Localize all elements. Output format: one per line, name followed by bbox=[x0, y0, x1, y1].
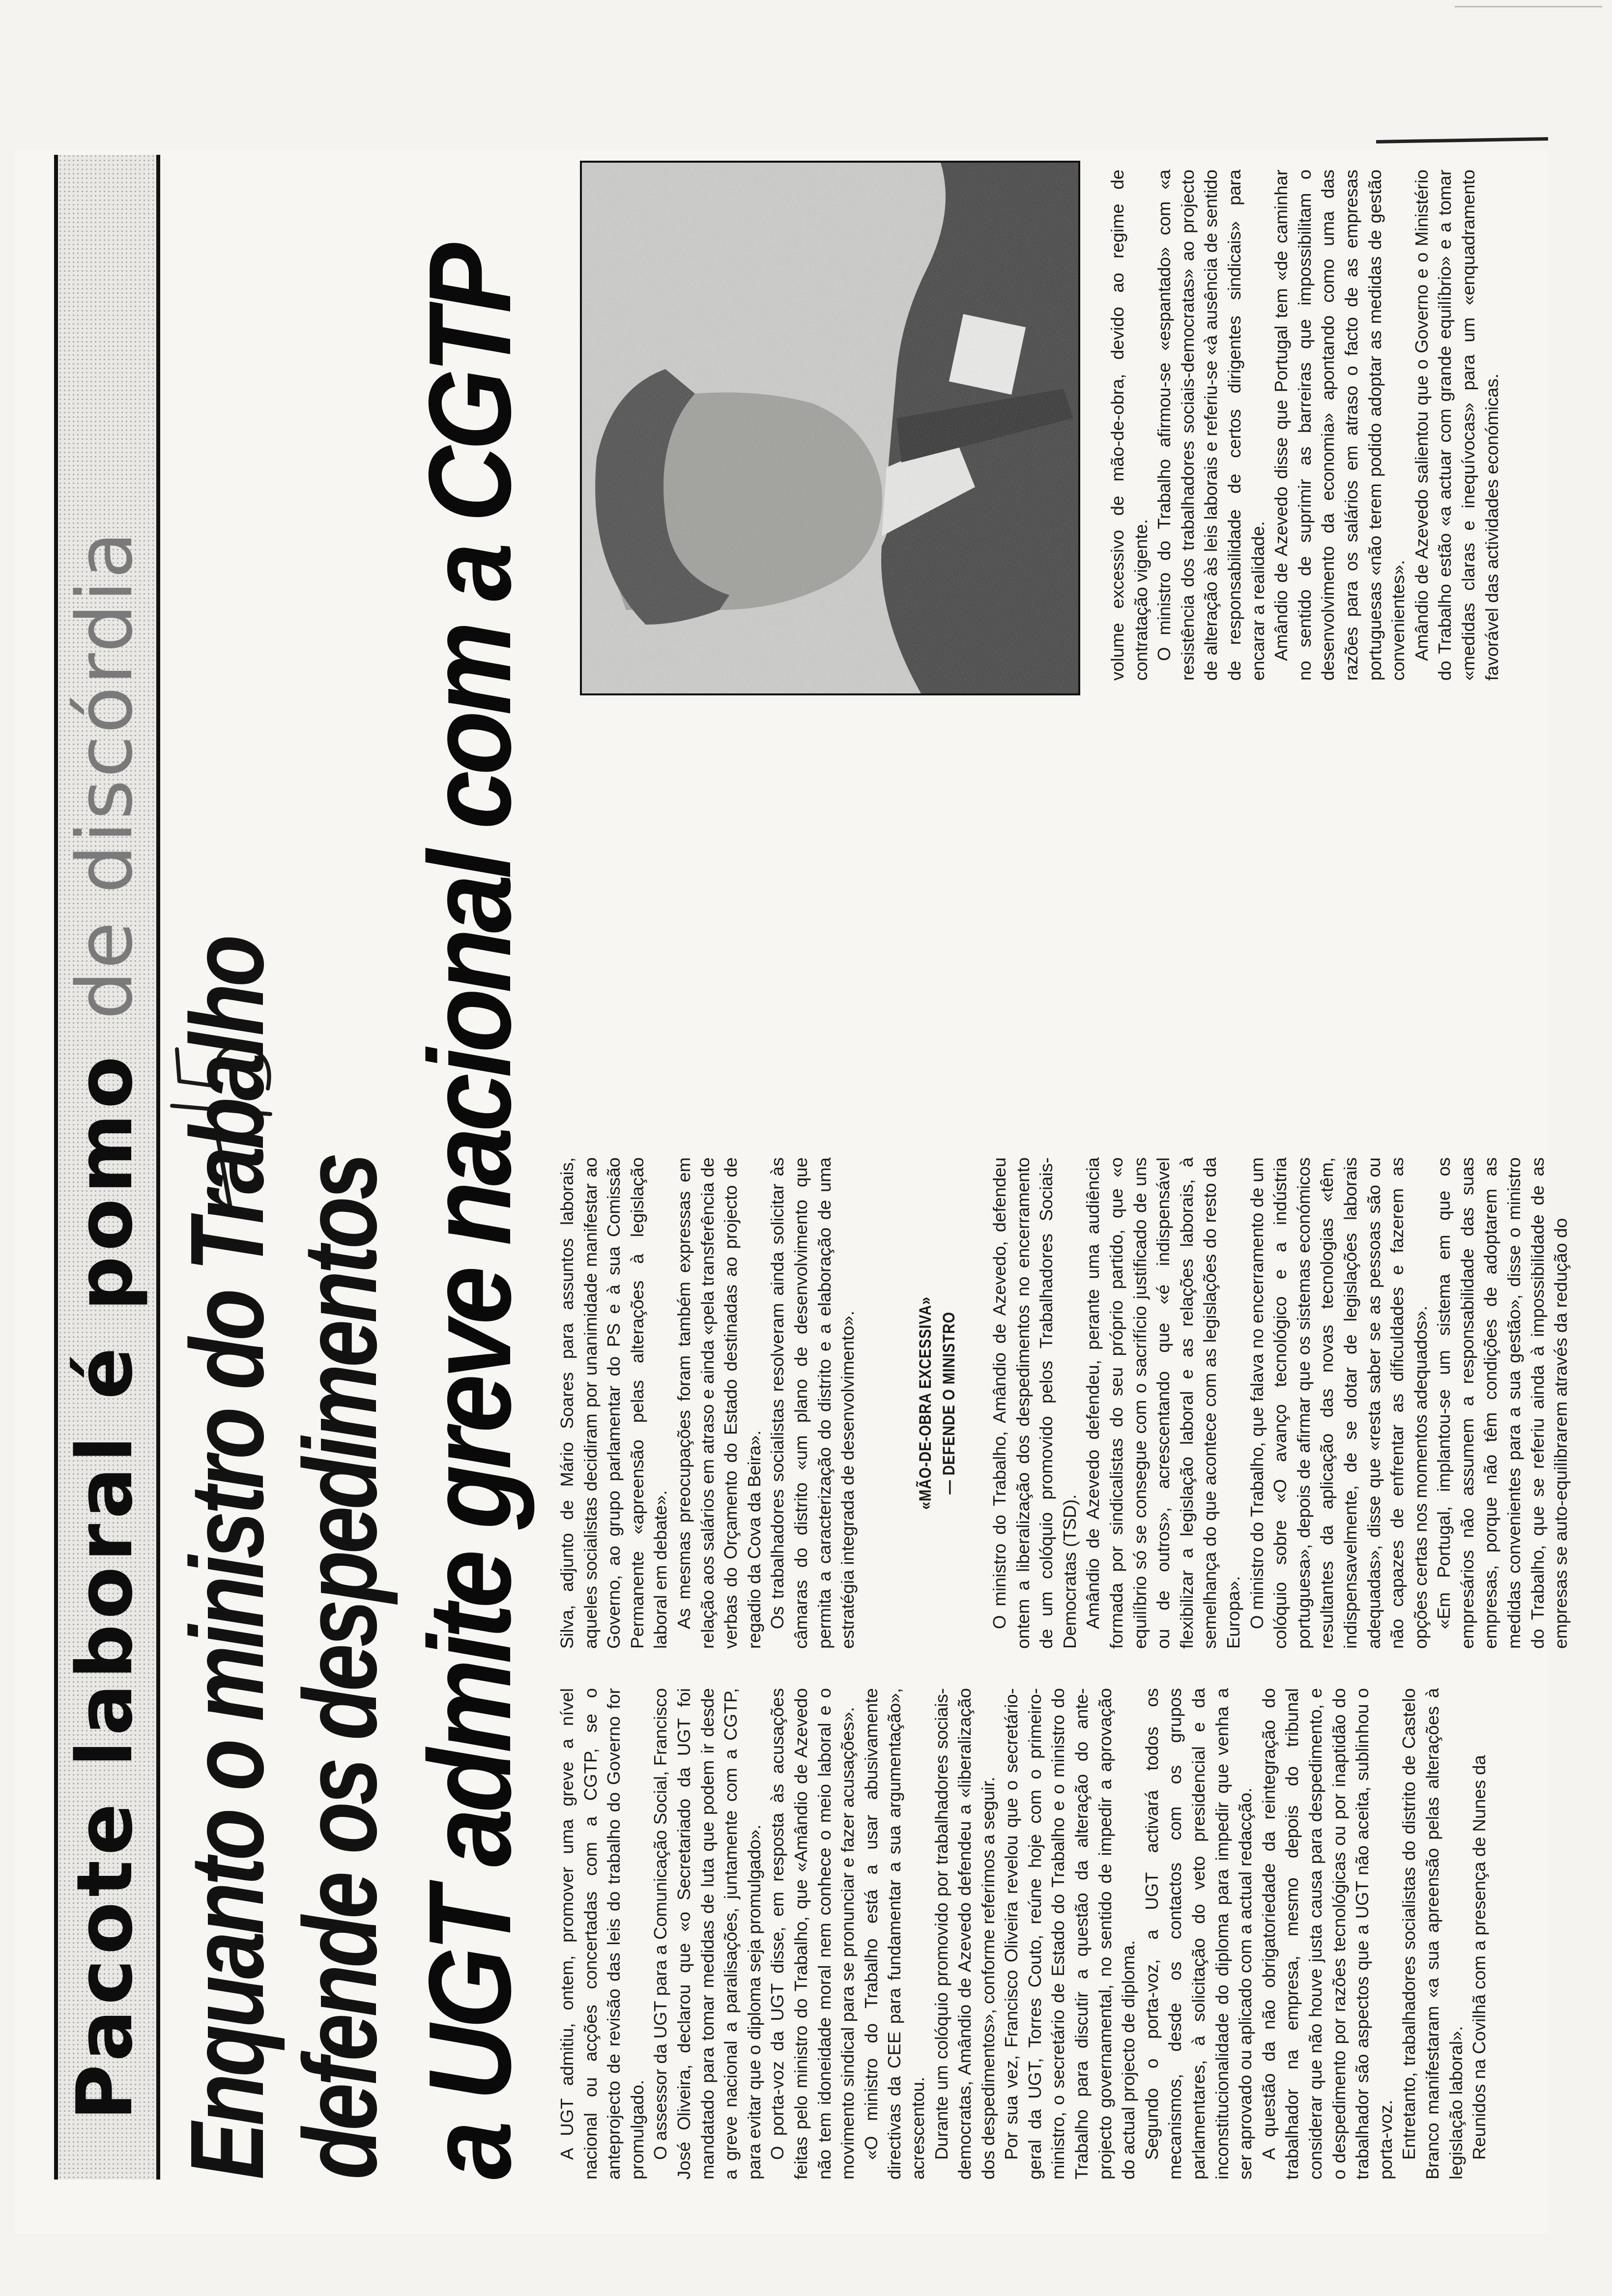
headline-line-1: Enquanto o ministro do Trabalho bbox=[169, 938, 285, 2180]
paragraph: Segundo o porta-voz, a UGT activará todos os mecanismos, desde os contactos com os grupos parlamentares, à solicitação do veto presidencial e da inconstitucionalidade do diploma para impedir que venha a ser aprovado ou aplicado com a actual redacção. bbox=[1141, 1688, 1256, 2180]
paragraph: Amândio de Azevedo defendeu, perante uma audiência formada por sindicalistas do seu próprio partido, que «o equilíbrio só se consegue com o sacrifício justificado de uns ou de outros», acrescentando que «é indispensável flexibilizar a legislação laboral e as relações laborais, à semelhança do que acontece com as legislações do resto da Europa». bbox=[1083, 1157, 1243, 1649]
headline-line-2: defende os despedimentos bbox=[282, 1155, 398, 2180]
portrait-photo bbox=[580, 161, 1080, 695]
paragraph: Amândio de Azevedo salientou que o Governo e o Ministério do Trabalho estão «a actuar com grande equilíbrio» e a tomar «medidas claras e inequívocas» para um «enquadramento favorável das actividades económicas. bbox=[1411, 170, 1502, 681]
text-column-3 bbox=[988, 1157, 1573, 1649]
kicker-part-1: Pacote laboral é pomo bbox=[60, 1051, 149, 2121]
newspaper-article bbox=[15, 150, 1571, 2234]
subheading-line-2: — DEFENDE O MINISTRO bbox=[939, 1312, 958, 1494]
kicker-text bbox=[60, 530, 149, 2121]
scan-edge-mark bbox=[1455, 6, 1602, 7]
subheading-line-1: «MÃO-DE-OBRA EXCESSIVA» bbox=[916, 1296, 935, 1510]
kicker-part-2: de discórdia bbox=[60, 529, 149, 1020]
paragraph: A questão da não obrigatoriedade da reintegração do trabalhador na empresa, mesmo depois do tribunal considerar que não houve justa causa para despedimento, e o despedimento por razões tecnológicas ou por inaptidão do trabalhador são aspectos que a UGT não aceita, sublinhou o porta-voz. bbox=[1258, 1688, 1396, 2180]
paragraph: Durante um colóquio promovido por trabalhadores sociais-democratas, Amândio de Azevedo defendeu a «liberalização dos despedimentos», conforme referimos a seguir. bbox=[931, 1688, 998, 2180]
paragraph: O assessor da UGT para a Comunicação Social, Francisco José Oliveira, declarou que «o Secretariado da UGT foi mandatado para tomar medidas de luta que podem ir desde a greve nacional a paralisações, juntamente com a CGTP, para evitar que o diploma seja promulgado». bbox=[650, 1688, 764, 2180]
paragraph: Amândio de Azevedo disse que Portugal tem «de caminhar no sentido de suprimir as barreiras que impossibilitam o desenvolvimento da economia» apontando como uma das razões para os salários em atraso o facto de as empresas portuguesas «não terem podido adoptar as medidas de gestão convenientes». bbox=[1271, 170, 1409, 681]
paragraph: Reunidos na Covilhã com a presença de Nunes da bbox=[1469, 1755, 1490, 2160]
text-column-4 bbox=[1106, 170, 1503, 681]
paragraph: O ministro do Trabalho afirmou-se «espantado» com «a resistência dos trabalhadores sociais-democratas» ao projecto de alteração às leis laborais e referiu-se «à ausência de sentido de responsabilidade de certos dirigentes sindicais» para encarar a realidade. bbox=[1154, 170, 1268, 681]
headline-line-3: a UGT admite greve nacional com a CGTP bbox=[405, 247, 535, 2180]
portrait-photo-image bbox=[582, 163, 1078, 693]
paragraph: Por sua vez, Francisco Oliveira revelou que o secretário-geral da UGT, Torres Couto, reúne hoje com o primeiro-ministro, o secretário de Estado do Trabalho e o ministro do Trabalho para discutir a questão da alteração do ante-projecto governamental, no sentido de impedir a aprovação do actual projecto de diploma. bbox=[1001, 1688, 1139, 2180]
kicker-band bbox=[54, 155, 160, 2180]
paragraph: Entretanto, trabalhadores socialistas do distrito de Castelo Branco manifestaram «a sua apreensão pelas alterações à legislação laboral». bbox=[1399, 1688, 1466, 2180]
paragraph: volume excessivo de mão-de-obra, devido ao regime de contratação vigente. bbox=[1107, 170, 1151, 681]
paragraph: Silva, adjunto de Mário Soares para assuntos laborais, aqueles socialistas decidiram por unanimidade manifestar ao Governo, ao grupo parlamentar do PS e à sua Comissão Permanente «apreensão pelas alterações à legislação laboral em debate». bbox=[557, 1157, 671, 1649]
paragraph: «Em Portugal, implantou-se um sistema em que os empresários não assumem a responsabilidade das suas empresas, porque não têm condições de adoptarem as medidas convenientes para a sua gestão», disse o ministro do Trabalho, que se referiu ainda à impossibilidade de as empresas se auto-equilibrarem através da redução do bbox=[1434, 1157, 1571, 1649]
paragraph: «O ministro do Trabalho está a usar abusivamente directivas da CEE para fundamentar a sua argumentação», acrescentou. bbox=[861, 1688, 928, 2180]
scan-edge-mark bbox=[1376, 137, 1548, 144]
subheading bbox=[914, 1194, 961, 1612]
paragraph: O porta-voz da UGT disse, em resposta às acusações feitas pelo ministro do Trabalho, que «Amândio de Azevedo não tem idoneidade moral nem conhece o meio laboral e o movimento sindical para se pronunciar e fazer acusações». bbox=[767, 1688, 858, 2180]
text-column-2 bbox=[555, 1157, 968, 1649]
paragraph: Os trabalhadores socialistas resolveram ainda solicitar às câmaras do distrito «um plano de desenvolvimento que permita a caracterização do distrito e a elaboração de uma estratégia integrada de desenvolvimento». bbox=[767, 1157, 858, 1649]
paragraph: O ministro do Trabalho, Amândio de Azevedo, defendeu ontem a liberalização dos despedimentos no encerramento de um colóquio promovido pelos Trabalhadores Sociais-Democratas (TSD). bbox=[989, 1157, 1080, 1649]
paragraph: O ministro do Trabalho, que falava no encerramento de um colóquio sobre «O avanço tecnológico e a indústria portuguesa», depois de afirmar que os sistemas económicos resultantes da aplicação das novas tecnologias «têm, indispensavelmente, de se dotar de legislações laborais adequadas», disse que «resta saber se as pessoas são ou não capazes de enfrentar as dificuldades e fazerem as opções certas nos momentos adequados». bbox=[1246, 1157, 1431, 1649]
paragraph: A UGT admitiu, ontem, promover uma greve a nível nacional ou acções concertadas com a CGTP, se o anteprojecto de revisão das leis do trabalho do Governo for promulgado. bbox=[557, 1688, 647, 2180]
text-column-1 bbox=[555, 1688, 1491, 2180]
paragraph: As mesmas preocupações foram também expressas em relação aos salários em atraso e ainda «pela transferência de verbas do Orçamento do Estado destinadas ao projecto de regadio da Cova da Beira». bbox=[673, 1157, 764, 1649]
